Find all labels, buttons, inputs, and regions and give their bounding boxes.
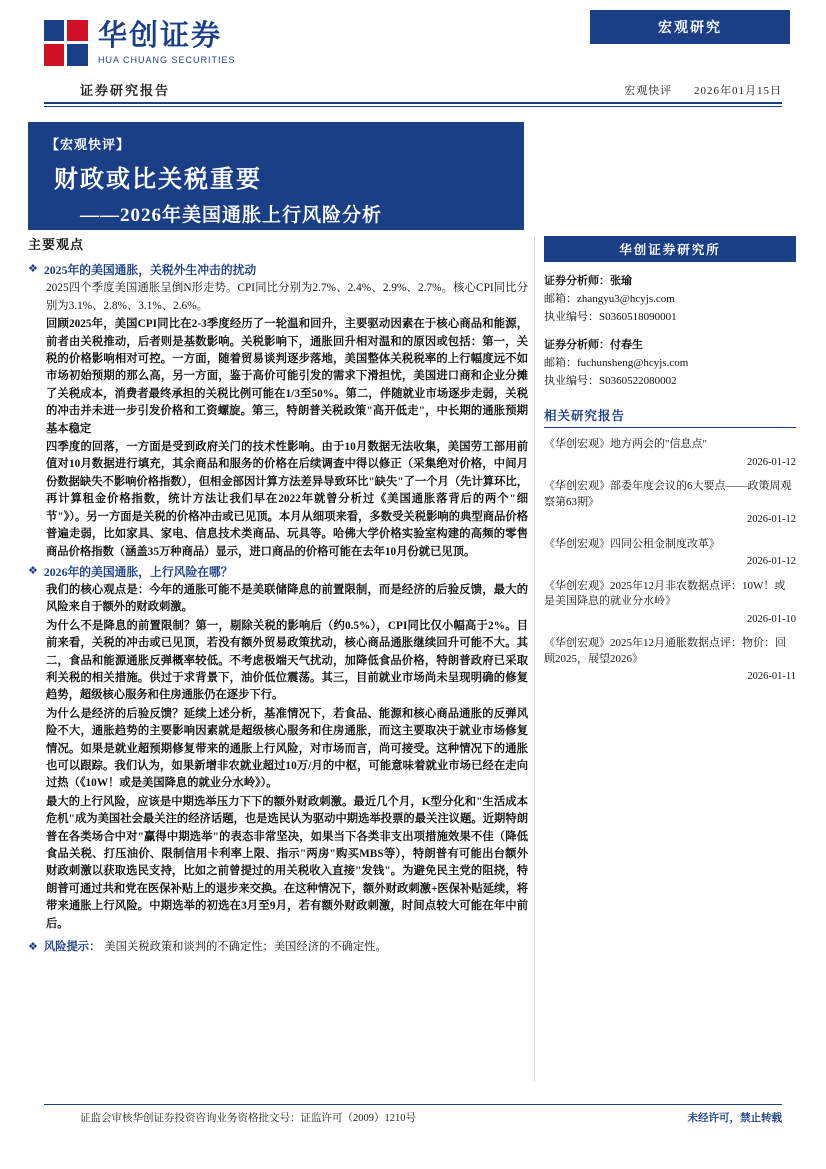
bullet-1 xyxy=(28,261,528,279)
analyst-2 xyxy=(544,336,796,390)
header-category-tab: 宏观研究 xyxy=(590,10,790,44)
bullet-1-para-3: 四季度的回落，一方面是受到政府关门的技术性影响。由于10月数据无法收集，美国劳工部用前值对10月数据进行填充，其余商品和服务的价格在后续调查中得以修正（采集绝对价格，中间月份数据缺失不影响价格指数），但相金部因计算方法差异导致环比"缺失"了一个月（先计算环比，再计算租金价格指数，统计方法让我们早在2022年就曾分析过《美国通胀落背后的两个"细节"》）。另一方面是关税的价格冲击或已见顶。本月从细项来看，多数受关税影响的典型商品价格普遍走弱，比如家具、家电、信息技术类商品、玩具等。哈佛大学价格实验室构建的高频的零售商品价格指数（涵盖35万种商品）显示，进口商品的价格可能在去年10月份就已见顶。 xyxy=(46,441,528,558)
related-report-date: 2026-01-11 xyxy=(747,671,796,682)
risk-label: 风险提示： xyxy=(43,941,101,954)
list-item[interactable] xyxy=(544,479,796,528)
title-banner xyxy=(28,122,524,230)
list-item[interactable] xyxy=(544,537,796,570)
risk-text: 美国关税政策和谈判的不确定性；美国经济的不确定性。 xyxy=(104,941,387,954)
bullet-2-heading: 2026年的美国通胀，上行风险在哪？ xyxy=(43,564,233,579)
page-subtitle: ——2026年美国通胀上行风险分析 xyxy=(80,205,383,226)
bullet-2-para-1: 我们的核心观点是：今年的通胀可能不是美联储降息的前置限制，而是经济的后验反馈，最大的风险来自于额外的财政刺激。 xyxy=(46,583,528,614)
analyst-1 xyxy=(544,272,796,326)
analyst-2-license: 执业编号：S0360522080002 xyxy=(544,375,677,387)
diamond-bullet-icon: ❖ xyxy=(28,263,38,276)
footer-divider xyxy=(44,1104,782,1105)
bullet-1-para-1: 2025四个季度美国通胀呈倒N形走势。CPI同比分别为2.7%、2.4%、2.9%、2.7%。核心CPI同比分别为3.1%、2.8%、3.1%、2.6%。 xyxy=(46,282,528,312)
related-report-text: 《华创宏观》2025年12月非农数据点评：10W！或是美国降息的就业分水岭》 xyxy=(544,579,786,607)
bullet-2-para-3: 为什么是经济的后验反馈？延续上述分析，基准情况下，若食品、能源和核心商品通胀的反弹风险不大，通胀趋势的主要影响因素就是超级核心服务和住房通胀，而这主要取决于就业市场修复情况。如果是就业超预期修复带来的通胀上行风险，对市场而言，尚可接受。这种情况下的通胀也可以跟踪。我们认为，如果新增非农就业超过10万/月的中枢，可能意味着就业市场已经在走向过热（《10W！或是美国降息的就业分水岭》）。 xyxy=(46,707,528,790)
diamond-bullet-icon: ❖ xyxy=(28,564,38,577)
title-kind: 【宏观快评】 xyxy=(46,137,131,152)
analyst-1-name: 证券分析师：张瑜 xyxy=(544,275,632,287)
related-report-date: 2026-01-12 xyxy=(747,514,796,525)
analyst-2-name: 证券分析师：付春生 xyxy=(544,339,643,351)
header-divider xyxy=(44,102,782,104)
bullet-2 xyxy=(28,563,528,581)
bullet-1-heading: 2025年的美国通胀，关税外生冲击的扰动 xyxy=(43,263,257,278)
diamond-bullet-icon: ❖ xyxy=(28,941,38,954)
institute-band: 华创证券研究所 xyxy=(544,236,796,262)
main-section-title: 主要观点 xyxy=(28,237,85,252)
related-reports-title: 相关研究报告 xyxy=(544,409,626,423)
related-report-text: 《华创宏观》部委年度会议的6大要点——政策周观察第63期》 xyxy=(544,480,792,508)
main-content xyxy=(28,236,528,956)
bullet-1-para-2: 回顾2025年，美国CPI同比在2-3季度经历了一轮温和回升，主要驱动因素在于核心商品和能源，前者由关税推动，后者则是基数影响。关税影响下，通胀回升相对温和的原因或包括：第一，关税的价格影响相对可控。一方面，随着贸易谈判逐步落地，美国整体关税税率的上行幅度远不如市场初始预期的那么高，另一方面，鉴于高价可能引发的需求下滑担忧，美国进口商和企业分摊了关税成本，消费者最终承担的关税比例可能在1/3至50%。第二，伴随就业市场逐步走弱，关税的冲击并未进一步引发价格和工资螺旋。第三，特朗普关税政策"高开低走"，中长期的通胀预期基本稳定 xyxy=(46,318,528,435)
related-report-text: 《华创宏观》地方两会的"信息点" xyxy=(544,438,707,450)
related-report-text: 《华创宏观》四同公租金制度改革》 xyxy=(544,537,720,550)
risk-notice xyxy=(28,939,528,956)
company-logo xyxy=(44,20,236,66)
logo-mark-icon xyxy=(44,20,88,66)
analyst-2-email[interactable]: 邮箱：fuchunsheng@hcyjs.com xyxy=(544,357,689,369)
header-meta xyxy=(606,82,782,98)
analyst-1-license: 执业编号：S0360518090001 xyxy=(544,311,677,323)
related-report-date: 2026-01-10 xyxy=(747,613,796,625)
related-report-date: 2026-01-12 xyxy=(747,456,796,468)
logo-english-name: HUA CHUANG SECURITIES xyxy=(98,55,236,65)
report-kind-label: 证券研究报告 xyxy=(80,83,171,98)
header-divider-thin xyxy=(44,106,782,107)
sidebar xyxy=(544,236,796,685)
header-meta-date: 2026年01月15日 xyxy=(694,85,782,97)
header-meta-type: 宏观快评 xyxy=(624,85,673,97)
page-title: 财政或比关税重要 xyxy=(54,167,262,193)
list-item[interactable] xyxy=(544,437,796,470)
footer-license-text: 证监会审核华创证券投资咨询业务资格批文号：证监许可（2009）1210号 xyxy=(80,1113,416,1124)
logo-chinese-name: 华创证券 xyxy=(98,20,223,52)
list-item[interactable] xyxy=(544,579,796,628)
footer-copyright: 未经许可，禁止转载 xyxy=(687,1113,782,1124)
bullet-2-para-4: 最大的上行风险，应该是中期选举压力下下的额外财政刺激。最近几个月，K型分化和"生活成本危机"成为美国社会最关注的经济话题，也是选民认为驱动中期选举投票的最关注议题。近期特朗普在各类场合中对"赢得中期选举"的表态非常坚决，如果当下各类非支出项措施效果不佳（降低食品关税、打压油价、限制信用卡利率上限、指示"两房"购买MBS等），特朗普有可能出台额外财政刺激以获取选民支持，比如之前曾提过的用关税收入直接"发钱"。为避免民主党的阻挠，特朗普可通过共和党在医保补贴上的退步来交换。在这种情况下，额外财政刺激+医保补贴延续，将带来通胀上行风险。中期选举的初选在3月至9月，若有额外财政刺激，时间点较大可能在年中前后。 xyxy=(46,795,528,930)
related-report-text: 《华创宏观》2025年12月通胀数据点评：物价：回顾2025，展望2026》 xyxy=(544,637,786,665)
column-divider xyxy=(534,236,535,1081)
related-report-date: 2026-01-12 xyxy=(747,556,796,567)
bullet-2-para-2: 为什么不是降息的前置限制？第一，剔除关税的影响后（约0.5%），CPI同比仅小幅高于2%。目前来看，关税的冲击或已见顶，若没有额外贸易政策扰动，核心商品通胀继续回升可能不大。其二，食品和能源通胀反弹概率较低。不考虑极端天气扰动，加降低食品价格，特朗普政府已采取利关税的相关措施。供过于求背景下，油价低位震荡。其三，目前就业市场尚未呈现明确的修复趋势，超级核心服务和住房通胀仍在逐步下行。 xyxy=(46,619,528,702)
analyst-1-email[interactable]: 邮箱：zhangyu3@hcyjs.com xyxy=(544,293,675,305)
related-reports-divider xyxy=(544,427,796,428)
list-item[interactable] xyxy=(544,636,796,685)
